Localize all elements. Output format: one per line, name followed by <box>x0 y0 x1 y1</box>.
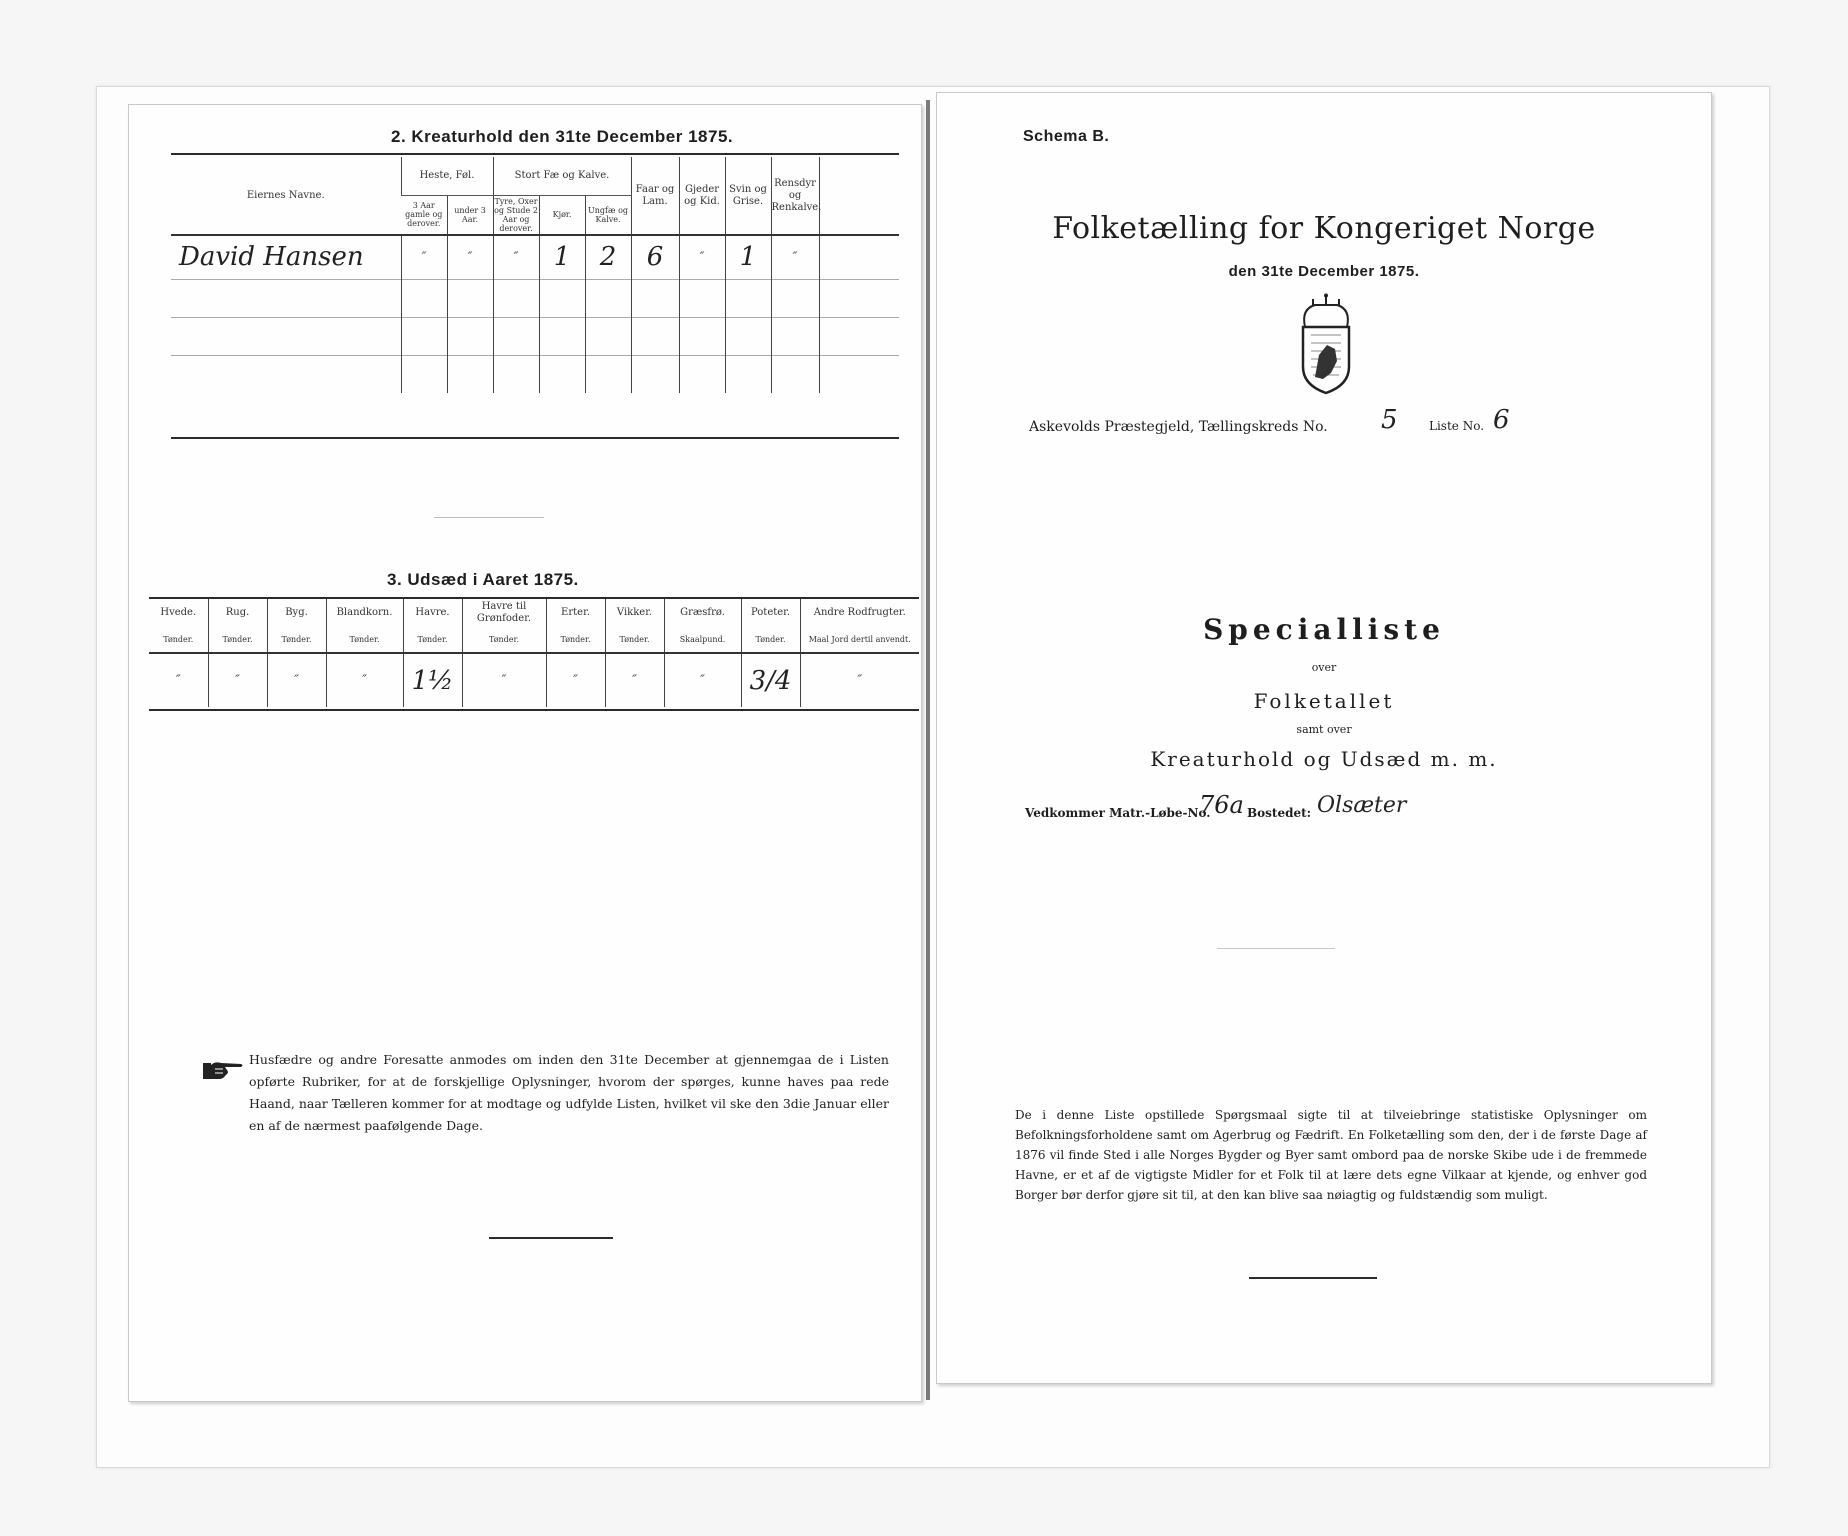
kjoer-header: Kjør. <box>539 195 585 235</box>
cell-tyre: ″ <box>493 235 539 279</box>
matr-no: 76a <box>1199 791 1244 819</box>
samt-over-text: samt over <box>1296 723 1352 736</box>
cell-rensdyr: ″ <box>771 235 819 279</box>
table-top-rule <box>171 153 899 155</box>
unit-cell: Skaalpund. <box>664 627 741 653</box>
heste-under-header: under 3 Aar. <box>447 195 493 235</box>
head-blandkorn: Blandkorn. <box>326 599 403 627</box>
heste-3aar-header: 3 Aar gamle og derover. <box>405 201 443 229</box>
value-hvede: ″ <box>175 673 181 688</box>
faar-header: Faar og Lam. <box>631 157 679 235</box>
table-row <box>149 653 919 707</box>
value-rodfrugter: ″ <box>800 653 919 707</box>
notice-text: Husfædre og andre Foresatte anmodes om inden den 31te December at gjennemgaa de i Listen opførte Rubriker, for at de forskjellige Oplysninger, hvorom der spørges, kunne haves paa rede Haand, naar Tælleren kommer for at modtage og udfylde Listen, hvilket vil ske den 3die Januar eller en af de nærmest paafølgende Dage. <box>249 1052 889 1133</box>
cell-kjoer: 1 <box>539 235 585 279</box>
cell-heste-3aar: ″ <box>401 235 447 279</box>
section3-title: 3. Udsæd i Aaret 1875. <box>387 570 579 589</box>
value-graesfro: ″ <box>664 653 741 707</box>
unit-cell: Tønder. <box>208 627 267 653</box>
heste-header: Heste, Føl. <box>401 157 493 195</box>
tyre-header: Tyre, Oxer og Stude 2 Aar og derover. <box>493 195 539 235</box>
coat-of-arms-icon <box>1293 293 1359 395</box>
cell-heste-under: ″ <box>447 235 493 279</box>
over-text: over <box>1311 661 1337 674</box>
head-byg: Byg. <box>267 599 326 627</box>
head-poteter: Poteter. <box>741 599 800 627</box>
value-erter: ″ <box>546 653 605 707</box>
pointing-hand-icon <box>201 1057 245 1083</box>
schema-label: Schema B. <box>1023 128 1110 145</box>
owner-header: Eiernes Navne. <box>246 189 325 201</box>
head-havre: Havre. <box>403 599 462 627</box>
head-graesfro: Græsfrø. <box>664 599 741 627</box>
liste-no: 6 <box>1493 405 1510 435</box>
head-rug: Rug. <box>208 599 267 627</box>
divider <box>489 1237 613 1239</box>
cell-gjeder: ″ <box>679 235 725 279</box>
udsaed-table <box>149 599 919 707</box>
rensdyr-header: Rensdyr og Renkalve. <box>771 157 819 235</box>
notice-text: De i denne Liste opstillede Spørgsmaal sigte til at tilveiebringe statistiske Oplysninger om Befolkningsforholdene samt om Agerbrug og Fædrift. En Folketælling som den, der i de første Dage af 1876 vil finde Sted i alle Norges Bygder og Byer samt ombord paa de norske Skibe ude i de fremmede Havne, er et af de vigtigste Midler for et Folk til at lære dets egne Vilkaar at kjende, og enhver god Borger bør derfor gjøre sit til, at den kan blive saa nøiagtig og fuldstændig som muligt. <box>1015 1108 1647 1202</box>
owner-name: David Hansen <box>179 242 364 273</box>
liste-label: Liste No. <box>1429 419 1485 433</box>
divider <box>1249 1277 1377 1279</box>
gjeder-header: Gjeder og Kid. <box>679 157 725 235</box>
section2-title: 2. Kreaturhold den 31te December 1875. <box>391 127 734 146</box>
value-havre-gronfoder: ″ <box>462 653 546 707</box>
value-byg: ″ <box>267 653 326 707</box>
kreaturhold-text: Kreaturhold og Udsæd m. m. <box>1150 747 1498 771</box>
head-erter: Erter. <box>546 599 605 627</box>
cell-svin: 1 <box>725 235 771 279</box>
table-bottom-rule <box>149 709 919 711</box>
value-poteter: 3/4 <box>741 653 800 707</box>
divider <box>1217 948 1335 949</box>
value-blandkorn: ″ <box>326 653 403 707</box>
svin-header: Svin og Grise. <box>725 157 771 235</box>
stort-fae-header: Stort Fæ og Kalve. <box>493 157 631 195</box>
value-vikker: ″ <box>605 653 664 707</box>
header-row <box>149 599 919 627</box>
cell-ungfae: 2 <box>585 235 631 279</box>
unit-cell: Tønder. <box>605 627 664 653</box>
ungfae-header: Ungfæ og Kalve. <box>585 195 631 235</box>
unit-cell: Tønder. <box>267 627 326 653</box>
table-row <box>171 279 899 317</box>
table-row <box>171 235 899 279</box>
unit-cell: Tønder. <box>403 627 462 653</box>
unit-cell: Tønder. <box>326 627 403 653</box>
table-row <box>171 355 899 393</box>
bostedet-label: Bostedet: <box>1247 806 1312 820</box>
kreds-no: 5 <box>1381 405 1398 435</box>
main-title: Folketælling for Kongeriget Norge <box>1052 211 1596 246</box>
folketallet-text: Folketallet <box>1253 689 1395 713</box>
head-havre-gronfoder: Havre til Grønfoder. <box>462 599 546 627</box>
table-bottom-rule <box>171 437 899 439</box>
head-vikker: Vikker. <box>605 599 664 627</box>
value-havre: 1½ <box>403 653 462 707</box>
unit-cell: Tønder. <box>163 635 194 644</box>
cell-faar: 6 <box>631 235 679 279</box>
page-binding <box>926 100 930 1400</box>
head-rodfrugter: Andre Rodfrugter. <box>800 599 919 627</box>
unit-cell: Tønder. <box>741 627 800 653</box>
bostedet-value: Olsæter <box>1317 793 1407 818</box>
right-page <box>936 92 1712 1384</box>
divider <box>434 517 544 518</box>
value-rug: ″ <box>208 653 267 707</box>
matr-label: Vedkommer Matr.-Løbe-No. <box>1025 806 1211 820</box>
table-row <box>171 317 899 355</box>
unit-cell: Tønder. <box>462 627 546 653</box>
prestegjeld-label: Askevolds Præstegjeld, Tællingskreds No. <box>1029 419 1328 435</box>
unit-row <box>149 627 919 653</box>
head-hvede: Hvede. <box>160 607 197 618</box>
kreaturhold-table <box>171 157 899 393</box>
date-line: den 31te December 1875. <box>1228 263 1420 280</box>
specialliste-heading: Specialliste <box>1203 613 1445 646</box>
unit-cell: Maal Jord dertil anvendt. <box>800 627 919 653</box>
left-page <box>128 104 922 1402</box>
unit-cell: Tønder. <box>546 627 605 653</box>
